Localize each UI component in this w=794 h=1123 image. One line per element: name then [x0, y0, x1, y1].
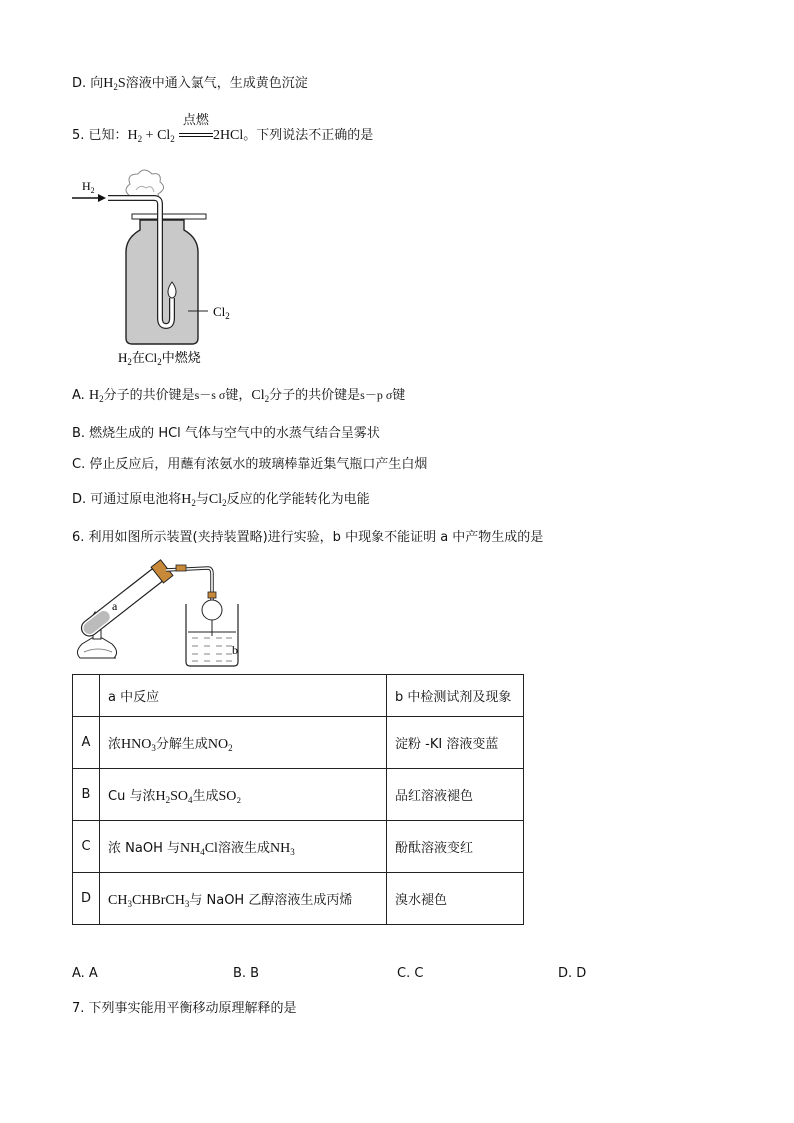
q5-stem: 5. 已知：$H_2 + Cl_2$ 点燃 2HCl。下列说法不正确的是 — [72, 124, 373, 144]
table-header-row — [73, 675, 524, 717]
alcohol-lamp-icon — [77, 638, 116, 658]
inlet-gas-label: $H_2$ — [82, 179, 95, 195]
glass-plate — [132, 214, 206, 219]
table-row: B Cu 与浓$H_2SO_4$生成SO₂ 品红溶液褪色 — [73, 769, 524, 821]
q5-option-b: B. 燃烧生成的 HCl 气体与空气中的水蒸气结合呈雾状 — [72, 426, 380, 441]
label-b: b — [232, 643, 238, 657]
header-b-detection: b 中检测试剂及现象 — [387, 675, 524, 717]
q6-choice-c: C. C — [397, 966, 424, 981]
reaction-condition: 点燃 — [182, 113, 209, 128]
q5-option-d: D. 可通过原电池将$H_2$与$Cl_2$反应的化学能转化为电能 — [72, 492, 370, 508]
table-row: C 浓 NaOH 与$NH_4Cl$溶液生成$NH_3$ 酚酞溶液变红 — [73, 821, 524, 873]
q4-option-d: D. 向$H_2S$溶液中通入氯气，生成黄色沉淀 — [72, 76, 308, 92]
q6-choice-a: A. A — [72, 966, 98, 981]
header-a-reaction: a 中反应 — [100, 675, 387, 717]
q6-choice-b: B. B — [233, 966, 260, 981]
table-row: A 浓$HNO_3$分解生成$NO_2$ 淀粉 -KI 溶液变蓝 — [73, 717, 524, 769]
table-row: D $CH_3CHBrCH_3$与 NaOH 乙醇溶液生成丙烯 溴水褪色 — [73, 873, 524, 925]
q6-stem: 6. 利用如图所示装置(夹持装置略)进行实验，b 中现象不能证明 a 中产物生成的是 — [72, 530, 544, 545]
h2-burning-figure — [70, 168, 240, 368]
bottle-gas-label: $Cl_2$ — [213, 304, 230, 321]
reaction-arrow — [179, 113, 213, 137]
label-a: a — [112, 599, 118, 613]
q6-choice-d: D. D — [558, 966, 587, 981]
q5-option-c: C. 停止反应后，用蘸有浓氨水的玻璃棒靠近集气瓶口产生白烟 — [72, 457, 428, 472]
q7-stem: 7. 下列事实能用平衡移动原理解释的是 — [72, 1001, 297, 1016]
apparatus-figure — [70, 556, 250, 670]
figure-caption: $H_2$在$Cl_2$中燃烧 — [118, 350, 201, 367]
q5-option-a: A. $H_2$分子的共价键是s－s σ键，$Cl_2$分子的共价键是s－p σ键 — [72, 388, 406, 404]
bulb-icon — [202, 600, 222, 620]
q6-table — [72, 674, 524, 925]
